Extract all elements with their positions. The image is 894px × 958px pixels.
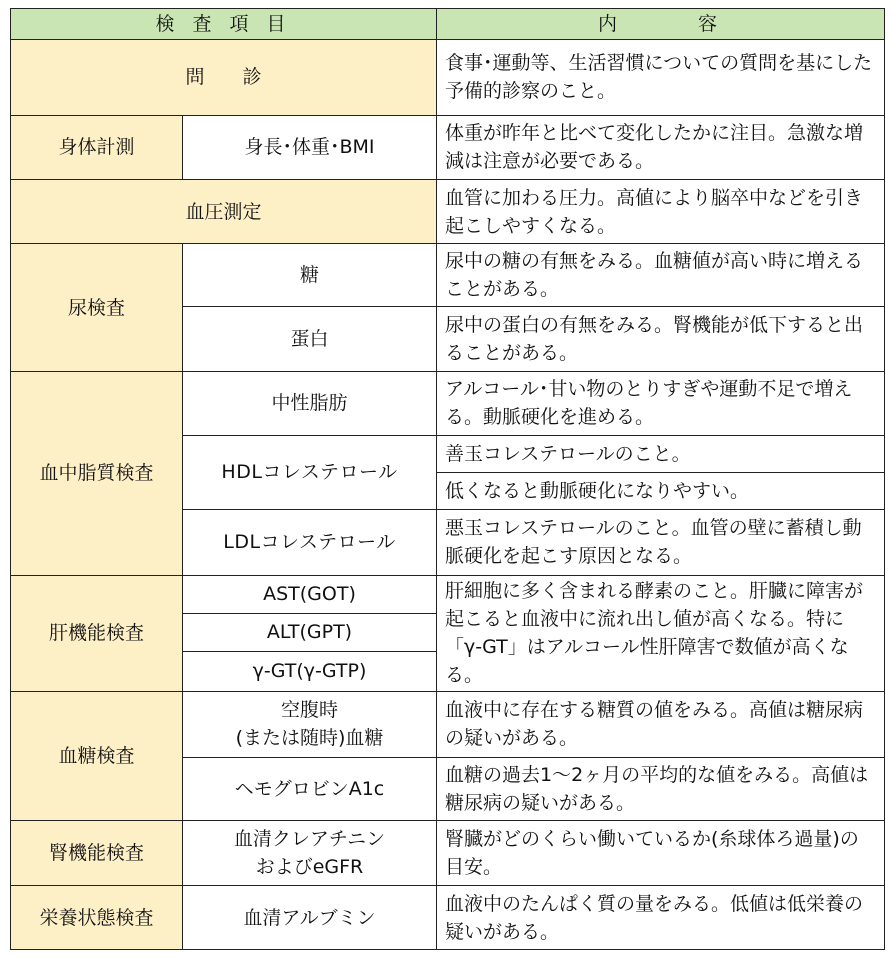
description-eiyou: 血液中のたんぱく質の量をみる。低値は低栄養の疑いがある。 (437, 886, 885, 950)
row-kettou-kuufuku (11, 691, 885, 757)
category-kettou: 血糖検査 (11, 691, 183, 821)
item-jinki-line1: 血清クレアチニン (233, 828, 386, 851)
item-shintai: 身長･体重･BMI (183, 115, 437, 179)
item-jinki (183, 821, 437, 886)
category-monshin: 問 診 (11, 39, 437, 115)
item-hba1c: ヘモグロビンA1c (183, 757, 437, 821)
description-nyou-tanpaku: 尿中の蛋白の有無をみる。腎機能が低下すると出ることがある。 (437, 307, 885, 372)
item-kuufuku-line2: (または随時)血糖 (235, 727, 384, 750)
header-row (11, 9, 885, 40)
category-kanki: 肝機能検査 (11, 575, 183, 691)
description-nyou-tou: 尿中の糖の有無をみる。血糖値が高い時に増えることがある。 (437, 244, 885, 307)
description-chusei-shibou: アルコール･甘い物のとりすぎや運動不足で増える。動脈硬化を進める。 (437, 371, 885, 435)
category-shishitsu: 血中脂質検査 (11, 371, 183, 575)
item-nyou-tou: 糖 (183, 244, 437, 307)
description-hba1c: 血糖の過去1～2ヶ月の平均的な値をみる。高値は糖尿病の疑いがある。 (437, 757, 885, 821)
row-kanki-ast (11, 575, 885, 613)
item-chusei-shibou: 中性脂肪 (183, 371, 437, 435)
row-monshin (11, 39, 885, 115)
description-ketsuatsu: 血管に加わる圧力。高値により脳卒中などを引き起こしやすくなる。 (437, 179, 885, 244)
item-jinki-line2: およびeGFR (255, 856, 364, 879)
description-kuufuku-kettou: 血液中に存在する糖質の値をみる。高値は糖尿病の疑いがある。 (437, 691, 885, 757)
description-kanki: 肝細胞に多く含まれる酵素のこと。肝臓に障害が起こると血液中に流れ出し値が高くなる。特に「γ-GT」はアルコール性肝障害で数値が高くなる。 (437, 575, 885, 691)
description-hdl-2: 低くなると動脈硬化になりやすい。 (437, 472, 885, 509)
row-eiyou (11, 886, 885, 950)
exam-table (10, 8, 885, 950)
row-shishitsu-chusei (11, 371, 885, 435)
row-nyou-tou (11, 244, 885, 307)
description-ldl: 悪玉コレステロールのこと。血管の壁に蓄積し動脈硬化を起こす原因となる。 (437, 509, 885, 575)
category-shintai: 身体計測 (11, 115, 183, 179)
description-jinki: 腎臓がどのくらい働いているか(糸球体ろ過量)の目安。 (437, 821, 885, 886)
category-ketsuatsu: 血圧測定 (11, 179, 437, 244)
item-hdl: HDLコレステロール (183, 435, 437, 509)
description-shintai: 体重が昨年と比べて変化したかに注目。急激な増減は注意が必要である。 (437, 115, 885, 179)
header-item: 検 査 項 目 (11, 9, 437, 40)
description-hdl-1: 善玉コレステロールのこと。 (437, 435, 885, 472)
item-alt: ALT(GPT) (183, 613, 437, 651)
item-kuufuku-kettou (183, 691, 437, 757)
category-jinki: 腎機能検査 (11, 821, 183, 886)
description-monshin: 食事･運動等、生活習慣についての質問を基にした予備的診察のこと。 (437, 39, 885, 115)
category-nyou: 尿検査 (11, 244, 183, 372)
item-nyou-tanpaku: 蛋白 (183, 307, 437, 372)
row-jinki (11, 821, 885, 886)
row-shintai (11, 115, 885, 179)
row-ketsuatsu (11, 179, 885, 244)
item-ggt: γ-GT(γ-GTP) (183, 651, 437, 691)
header-content: 内 容 (437, 9, 885, 40)
item-ast: AST(GOT) (183, 575, 437, 613)
category-eiyou: 栄養状態検査 (11, 886, 183, 950)
item-ldl: LDLコレステロール (183, 509, 437, 575)
item-kuufuku-line1: 空腹時 (280, 699, 338, 722)
item-eiyou: 血清アルブミン (183, 886, 437, 950)
